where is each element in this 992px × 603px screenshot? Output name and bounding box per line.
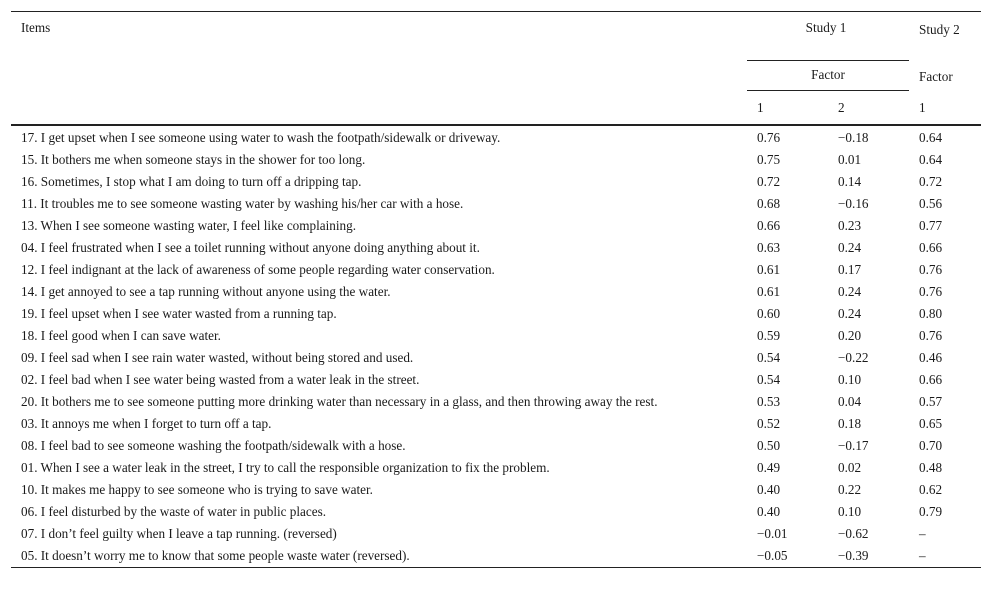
study1-factor1-cell: 0.61 bbox=[757, 284, 781, 299]
item-cell: 13. When I see someone wasting water, I feel like complaining. bbox=[21, 218, 357, 233]
table-row bbox=[11, 193, 981, 215]
table-row bbox=[11, 523, 981, 545]
item-cell: 08. I feel bad to see someone washing the footpath/sidewalk with a hose. bbox=[21, 438, 406, 453]
study2-factor1-cell: 0.66 bbox=[919, 240, 943, 255]
study1-factor1-cell: 0.66 bbox=[757, 218, 781, 233]
study1-factor1-cell: 0.59 bbox=[757, 328, 781, 343]
study1-factor2-cell: 0.14 bbox=[838, 174, 862, 189]
study1-factor2-cell: 0.10 bbox=[838, 372, 862, 387]
item-cell: 06. I feel disturbed by the waste of water in public places. bbox=[21, 504, 327, 519]
item-cell: 07. I don’t feel guilty when I leave a tap running. (reversed) bbox=[21, 526, 337, 541]
study2-factor1-cell: 0.62 bbox=[919, 482, 943, 497]
study2-factor1-cell: 0.76 bbox=[919, 284, 943, 299]
study1-factor1-cell: 0.54 bbox=[757, 372, 781, 387]
table-row bbox=[11, 325, 981, 347]
study2-factor1-cell: 0.76 bbox=[919, 328, 943, 343]
table-row bbox=[11, 149, 981, 171]
item-cell: 20. It bothers me to see someone putting more drinking water than necessary in a glass, and then throwing away the rest. bbox=[21, 394, 658, 409]
study1-factor1-cell: 0.49 bbox=[757, 460, 781, 475]
study1-factor1-cell: 0.40 bbox=[757, 504, 781, 519]
table-row bbox=[11, 171, 981, 193]
study1-factor2-cell: 0.22 bbox=[838, 482, 862, 497]
study1-factor1-cell: 0.40 bbox=[757, 482, 781, 497]
study1-factor2-cell: −0.39 bbox=[838, 548, 869, 563]
study1-factor2-cell: 0.04 bbox=[838, 394, 862, 409]
study2-factor1-cell: 0.65 bbox=[919, 416, 943, 431]
table-row bbox=[11, 125, 981, 149]
item-cell: 14. I get annoyed to see a tap running without anyone using the water. bbox=[21, 284, 391, 299]
study1-factor2-cell: 0.10 bbox=[838, 504, 862, 519]
study2-factor1-cell: – bbox=[919, 548, 926, 563]
item-cell: 02. I feel bad when I see water being wasted from a water leak in the street. bbox=[21, 372, 420, 387]
study1-factor2-cell: 0.02 bbox=[838, 460, 862, 475]
study2-factor1-cell: – bbox=[919, 526, 926, 541]
table-row bbox=[11, 215, 981, 237]
study2-factor1-cell: 0.72 bbox=[919, 174, 943, 189]
factor-loadings-table bbox=[11, 11, 981, 568]
item-cell: 15. It bothers me when someone stays in the shower for too long. bbox=[21, 152, 366, 167]
study1-factor2-cell: −0.18 bbox=[838, 130, 869, 145]
table-row bbox=[11, 391, 981, 413]
item-cell: 03. It annoys me when I forget to turn off a tap. bbox=[21, 416, 272, 431]
study1-factor2-cell: 0.17 bbox=[838, 262, 862, 277]
study2-factor1-cell: 0.64 bbox=[919, 130, 943, 145]
study1-factor2-cell: 0.20 bbox=[838, 328, 862, 343]
item-cell: 19. I feel upset when I see water wasted from a running tap. bbox=[21, 306, 337, 321]
factor-loadings-table-container bbox=[11, 11, 981, 568]
header-col-f1: 1 bbox=[747, 92, 828, 125]
study1-factor1-cell: −0.01 bbox=[757, 526, 788, 541]
study2-factor1-cell: 0.77 bbox=[919, 218, 943, 233]
study1-factor1-cell: 0.53 bbox=[757, 394, 781, 409]
study2-factor1-cell: 0.79 bbox=[919, 504, 943, 519]
study1-factor1-cell: 0.50 bbox=[757, 438, 781, 453]
study2-factor1-cell: 0.70 bbox=[919, 438, 943, 453]
study1-factor1-cell: −0.05 bbox=[757, 548, 788, 563]
header-study1 bbox=[747, 12, 909, 62]
table-row bbox=[11, 479, 981, 501]
table-row bbox=[11, 237, 981, 259]
study1-factor2-cell: −0.62 bbox=[838, 526, 869, 541]
header-factor-study1-label: Factor bbox=[811, 67, 845, 82]
study2-factor1-cell: 0.57 bbox=[919, 394, 943, 409]
header-factor-study1 bbox=[747, 61, 909, 92]
study1-factor1-cell: 0.63 bbox=[757, 240, 781, 255]
study2-factor1-cell: 0.80 bbox=[919, 306, 943, 321]
study1-factor1-cell: 0.72 bbox=[757, 174, 781, 189]
study1-factor2-cell: 0.24 bbox=[838, 240, 862, 255]
item-cell: 01. When I see a water leak in the street, I try to call the responsible organization to fix the problem. bbox=[21, 460, 550, 475]
study1-factor2-cell: −0.17 bbox=[838, 438, 869, 453]
item-cell: 10. It makes me happy to see someone who is trying to save water. bbox=[21, 482, 373, 497]
study1-factor2-cell: 0.23 bbox=[838, 218, 862, 233]
item-cell: 17. I get upset when I see someone using water to wash the footpath/sidewalk or driveway. bbox=[21, 130, 501, 145]
study1-factor2-cell: 0.24 bbox=[838, 306, 862, 321]
header-items: Items bbox=[11, 12, 747, 126]
item-cell: 04. I feel frustrated when I see a toilet running without anyone doing anything about it. bbox=[21, 240, 480, 255]
header-col-f2: 2 bbox=[828, 92, 909, 125]
table-header bbox=[11, 12, 981, 126]
study1-factor2-cell: −0.16 bbox=[838, 196, 869, 211]
table-row bbox=[11, 281, 981, 303]
study2-factor1-cell: 0.46 bbox=[919, 350, 943, 365]
table-row bbox=[11, 413, 981, 435]
study1-factor1-cell: 0.75 bbox=[757, 152, 781, 167]
item-cell: 18. I feel good when I can save water. bbox=[21, 328, 221, 343]
study1-factor1-cell: 0.60 bbox=[757, 306, 781, 321]
table-row bbox=[11, 259, 981, 281]
study2-factor1-cell: 0.64 bbox=[919, 152, 943, 167]
table-row bbox=[11, 303, 981, 325]
item-cell: 11. It troubles me to see someone wasting water by washing his/her car with a hose. bbox=[21, 196, 464, 211]
item-cell: 16. Sometimes, I stop what I am doing to turn off a dripping tap. bbox=[21, 174, 362, 189]
header-study2: Study 2 bbox=[919, 22, 960, 37]
table-body bbox=[11, 125, 981, 568]
table-row bbox=[11, 457, 981, 479]
table-row bbox=[11, 347, 981, 369]
study1-factor2-cell: 0.24 bbox=[838, 284, 862, 299]
table-row bbox=[11, 501, 981, 523]
table-row bbox=[11, 545, 981, 568]
study1-factor1-cell: 0.61 bbox=[757, 262, 781, 277]
study1-factor2-cell: 0.18 bbox=[838, 416, 862, 431]
study1-factor1-cell: 0.76 bbox=[757, 130, 781, 145]
study1-factor2-cell: 0.01 bbox=[838, 152, 862, 167]
study2-factor1-cell: 0.76 bbox=[919, 262, 943, 277]
table-row bbox=[11, 435, 981, 457]
study1-factor2-cell: −0.22 bbox=[838, 350, 869, 365]
item-cell: 09. I feel sad when I see rain water wasted, without being stored and used. bbox=[21, 350, 414, 365]
study2-factor1-cell: 0.56 bbox=[919, 196, 943, 211]
header-col-s2: 1 bbox=[909, 92, 981, 125]
study1-factor1-cell: 0.54 bbox=[757, 350, 781, 365]
study1-factor1-cell: 0.52 bbox=[757, 416, 781, 431]
header-factor-study2: Factor bbox=[919, 69, 953, 84]
study1-factor1-cell: 0.68 bbox=[757, 196, 781, 211]
study2-factor1-cell: 0.66 bbox=[919, 372, 943, 387]
table-row bbox=[11, 369, 981, 391]
item-cell: 05. It doesn’t worry me to know that some people waste water (reversed). bbox=[21, 548, 410, 563]
item-cell: 12. I feel indignant at the lack of awareness of some people regarding water conservation. bbox=[21, 262, 495, 277]
header-study1-label: Study 1 bbox=[805, 20, 847, 35]
study2-factor1-cell: 0.48 bbox=[919, 460, 943, 475]
